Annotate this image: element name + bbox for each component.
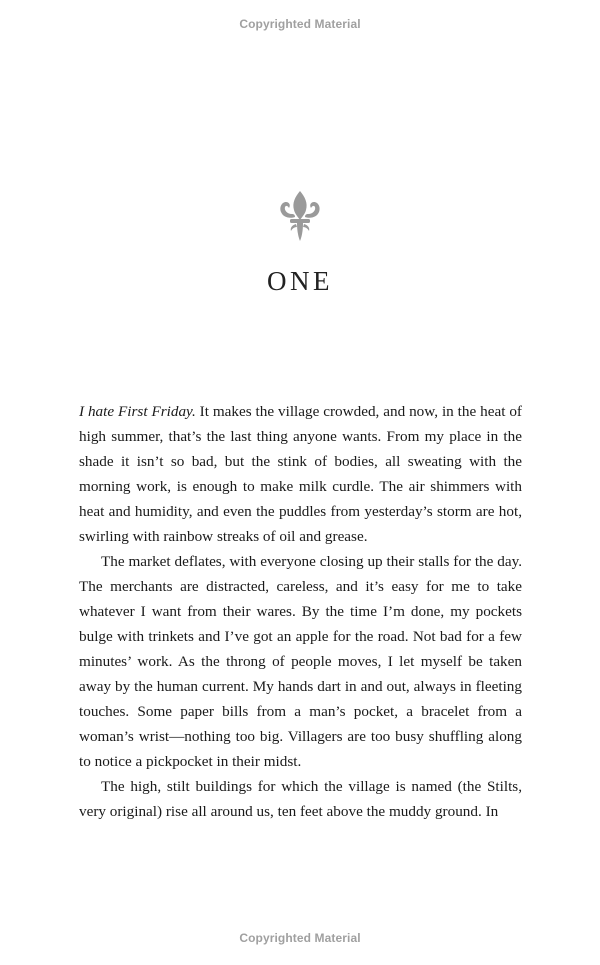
opening-line: I hate First Friday.	[79, 403, 196, 420]
paragraph-1	[79, 399, 522, 549]
paragraph-2: The market deflates, with everyone closing up their stalls for the day. The merchants are distracted, careless, and it’s easy for me to take whatever I want from their wares. By the time I’m done, my pockets bulge with trinkets and I’ve got an apple for the road. Not bad for a few minutes’ work. As the throng of people moves, I let myself be taken away by the human current. My hands dart in and out, always in fleeting touches. Some paper bills from a man’s pocket, a bracelet from a woman’s wrist—nothing too big. Villagers are too busy shuffling along to notice a pickpocket in their midst.	[79, 553, 522, 770]
paragraph-1-text: It makes the village crowded, and now, in the heat of high summer, that’s the last thing anyone wants. From my place in the shade it isn’t so bad, but the stink of bodies, all sweating with the morning work, is enough to make milk curdle. The air shimmers with heat and humidity, and even the puddles from yesterday’s storm are hot, swirling with rainbow streaks of oil and grease.	[79, 403, 522, 545]
watermark-top: Copyrighted Material	[239, 17, 361, 31]
fleur-de-lis-icon	[276, 190, 324, 242]
watermark-bottom: Copyrighted Material	[239, 931, 361, 945]
chapter-body	[79, 399, 522, 824]
paragraph-3: The high, stilt buildings for which the village is named (the Stilts, very original) rise all around us, ten feet above the muddy ground. In	[79, 778, 522, 820]
chapter-title: ONE	[267, 266, 333, 296]
